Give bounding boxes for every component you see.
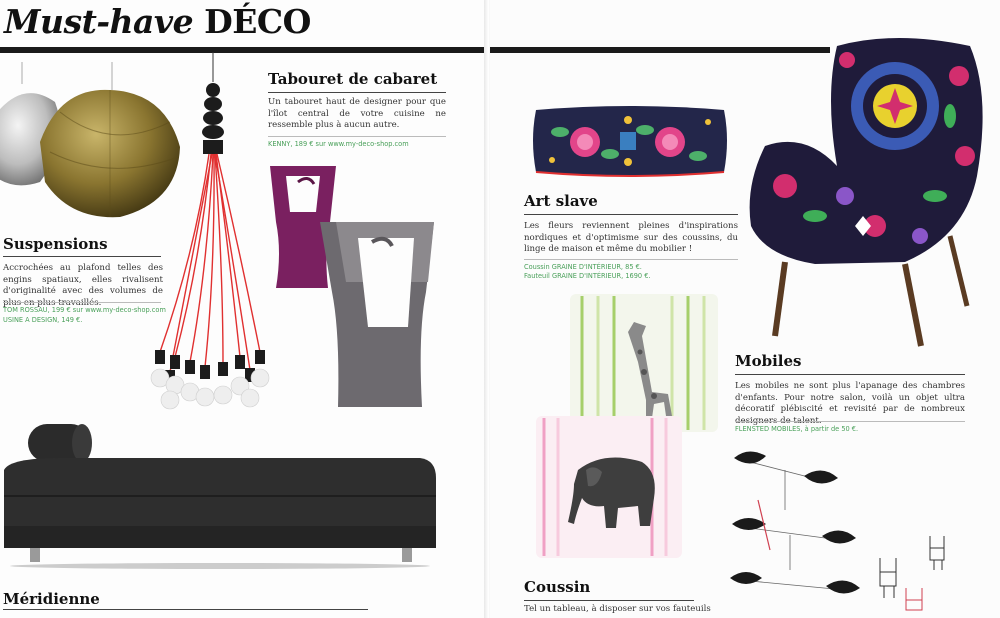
stools-image [268,162,448,412]
right-page [490,0,1000,618]
floral-cushion-image [530,102,730,180]
suspensions-body: Accrochées au plafond telles des engins spatiaux, elles rivalisent d'originalité avec des volumes de [3,263,163,296]
art-slave-credit-2: Fauteuil GRAINE D'INTÉRIEUR, 1690 €. [524,272,651,280]
art-slave-heading: Art slave [524,192,598,210]
coussin-rule [524,600,694,601]
suspensions-credit-1: TOM ROSSAU, 199 € sur www.my-deco-shop.com [3,306,166,314]
art-slave-credit-1: Coussin GRAINE D'INTÉRIEUR, 85 €. [524,263,642,271]
meridienne-heading: Méridienne [3,590,100,608]
red-cord-chandelier-image [135,52,285,427]
tabouret-credit: KENNY, 189 € sur www.my-deco-shop.com [268,140,409,148]
mobiles-credit-rule [735,421,965,422]
suspensions-rule [3,256,161,257]
coussin-heading: Coussin [524,578,591,596]
elephant-cushion-image [534,414,684,560]
mobiles-heading: Mobiles [735,352,802,370]
daybed-image [0,418,440,570]
left-page [0,0,486,618]
title-part-italic: Must-have [4,2,194,41]
mobiles-credit: FLENSTED MOBILES, à partir de 50 €. [735,425,859,433]
giraffe-cushion-image [568,292,720,434]
hanging-mobile-image [730,440,990,616]
mobiles-rule [735,374,965,375]
tabouret-rule [268,92,446,93]
suspensions-credit-rule [3,302,161,303]
meridienne-rule [3,609,368,610]
tabouret-body: Un tabouret haut de designer pour que l'îlot central de votre cuisine ne ressemble plus à aucun autre. [268,97,446,130]
tabouret-heading: Tabouret de cabaret [268,70,438,88]
suspensions-heading: Suspensions [3,235,108,253]
art-slave-credit-rule [524,259,738,260]
art-slave-body: Les fleurs reviennent pleines d'inspirations nordiques et d'optimisme sur des coussins, du linge de maison et même du mobilier ! [524,221,738,254]
tabouret-credit-rule [268,136,446,137]
embroidered-armchair-image [745,36,995,348]
mobiles-body: Les mobiles ne sont plus l'apanage des chambres d'enfants. Pour notre salon, voilà un objet ultra décoratif plébiscité et revisité par de nombreux [735,381,965,414]
art-slave-rule [524,214,738,215]
coussin-body: Tel un tableau, à disposer sur vos fauteuils [524,604,711,614]
title-part-bold: DÉCO [204,2,311,41]
magazine-title [4,2,311,41]
suspensions-credit-2: USINE A DESIGN, 149 €. [3,316,83,324]
